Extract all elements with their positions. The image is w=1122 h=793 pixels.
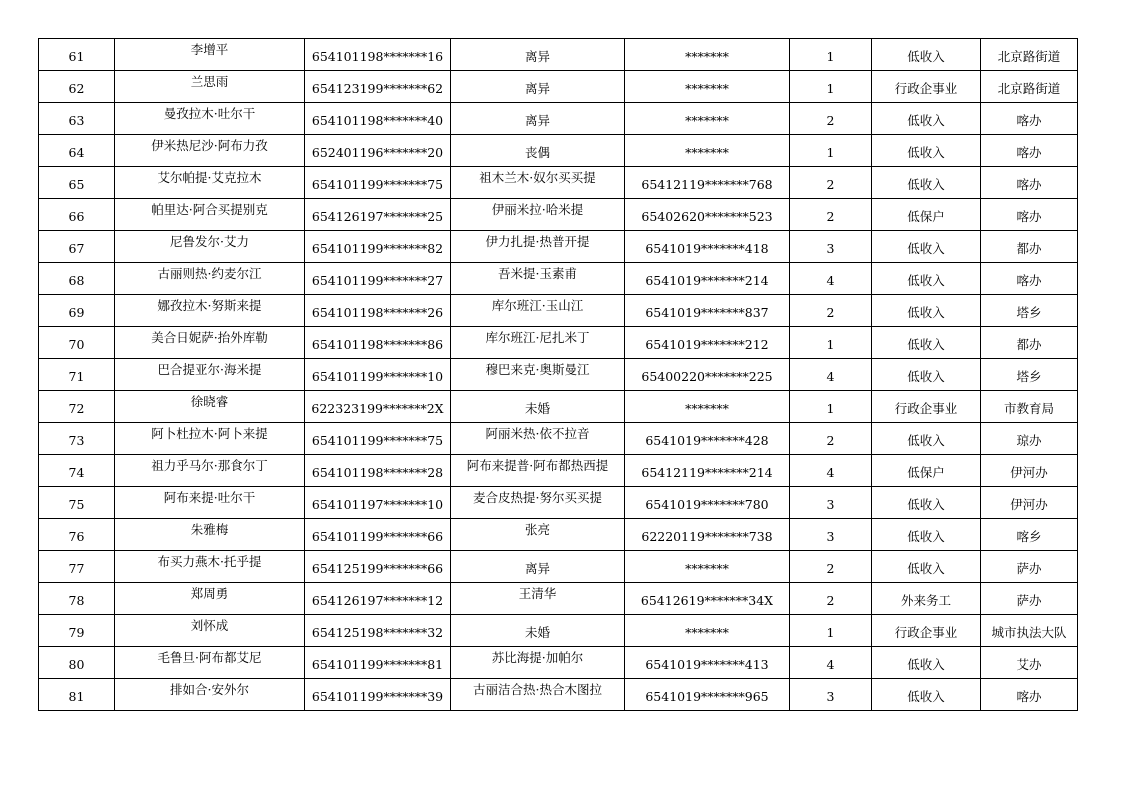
row-number-cell: 73	[39, 423, 115, 455]
table-row	[39, 615, 1078, 647]
id-number-cell: 654101198*******40	[305, 103, 451, 135]
id-number-cell: 652401196*******20	[305, 135, 451, 167]
id-number-cell: 654126197*******12	[305, 583, 451, 615]
table-row	[39, 679, 1078, 711]
spouse-cell: 未婚	[451, 391, 625, 423]
spouse-cell: 麦合皮热提·努尔买买提	[451, 487, 625, 519]
area-cell: 市教育局	[981, 391, 1078, 423]
area-cell: 喀办	[981, 199, 1078, 231]
category-cell: 低收入	[872, 679, 981, 711]
household-count-cell: 1	[790, 391, 872, 423]
id-number-cell: 654101198*******16	[305, 39, 451, 71]
spouse-id-cell: 65400220*******225	[625, 359, 790, 391]
spouse-cell: 古丽洁合热·热合木图拉	[451, 679, 625, 711]
category-cell: 低收入	[872, 39, 981, 71]
table-row	[39, 231, 1078, 263]
name-cell: 阿布来提·吐尔干	[115, 487, 305, 519]
name-cell: 郑周勇	[115, 583, 305, 615]
area-cell: 琼办	[981, 423, 1078, 455]
table-row	[39, 391, 1078, 423]
row-number-cell: 65	[39, 167, 115, 199]
category-cell: 低收入	[872, 551, 981, 583]
row-number-cell: 75	[39, 487, 115, 519]
area-cell: 萨办	[981, 551, 1078, 583]
row-number-cell: 66	[39, 199, 115, 231]
name-cell: 艾尔帕提·艾克拉木	[115, 167, 305, 199]
table-row	[39, 423, 1078, 455]
id-number-cell: 654101199*******10	[305, 359, 451, 391]
area-cell: 伊河办	[981, 455, 1078, 487]
name-cell: 刘怀成	[115, 615, 305, 647]
id-number-cell: 654123199*******62	[305, 71, 451, 103]
id-number-cell: 654126197*******25	[305, 199, 451, 231]
spouse-id-cell: *******	[625, 39, 790, 71]
area-cell: 塔乡	[981, 359, 1078, 391]
row-number-cell: 76	[39, 519, 115, 551]
spouse-id-cell: 6541019*******965	[625, 679, 790, 711]
household-count-cell: 4	[790, 359, 872, 391]
category-cell: 低保户	[872, 455, 981, 487]
spouse-id-cell: 6541019*******212	[625, 327, 790, 359]
name-cell: 尼鲁发尔·艾力	[115, 231, 305, 263]
row-number-cell: 70	[39, 327, 115, 359]
category-cell: 低收入	[872, 263, 981, 295]
spouse-cell: 离异	[451, 71, 625, 103]
records-table	[38, 38, 1078, 711]
id-number-cell: 654101197*******10	[305, 487, 451, 519]
category-cell: 低收入	[872, 327, 981, 359]
spouse-cell: 祖木兰木·奴尔买买提	[451, 167, 625, 199]
household-count-cell: 3	[790, 679, 872, 711]
spouse-id-cell: 65412619*******34X	[625, 583, 790, 615]
table-row	[39, 39, 1078, 71]
row-number-cell: 78	[39, 583, 115, 615]
name-cell: 阿卜杜拉木·阿卜来提	[115, 423, 305, 455]
row-number-cell: 80	[39, 647, 115, 679]
household-count-cell: 2	[790, 295, 872, 327]
area-cell: 都办	[981, 231, 1078, 263]
spouse-id-cell: 6541019*******428	[625, 423, 790, 455]
table-row	[39, 295, 1078, 327]
category-cell: 低收入	[872, 647, 981, 679]
name-cell: 美合日妮萨·抬外库勒	[115, 327, 305, 359]
row-number-cell: 62	[39, 71, 115, 103]
spouse-id-cell: 6541019*******780	[625, 487, 790, 519]
household-count-cell: 2	[790, 423, 872, 455]
id-number-cell: 654101198*******26	[305, 295, 451, 327]
household-count-cell: 3	[790, 231, 872, 263]
table-row	[39, 487, 1078, 519]
spouse-cell: 库尔班江·尼扎米丁	[451, 327, 625, 359]
id-number-cell: 654101198*******28	[305, 455, 451, 487]
name-cell: 娜孜拉木·努斯来提	[115, 295, 305, 327]
id-number-cell: 654101199*******27	[305, 263, 451, 295]
category-cell: 行政企事业	[872, 71, 981, 103]
name-cell: 布买力燕木·托乎提	[115, 551, 305, 583]
spouse-id-cell: 6541019*******214	[625, 263, 790, 295]
area-cell: 北京路街道	[981, 71, 1078, 103]
name-cell: 帕里达·阿合买提别克	[115, 199, 305, 231]
spouse-cell: 穆巴来克·奥斯曼江	[451, 359, 625, 391]
table-row	[39, 359, 1078, 391]
name-cell: 伊米热尼沙·阿布力孜	[115, 135, 305, 167]
row-number-cell: 74	[39, 455, 115, 487]
category-cell: 低保户	[872, 199, 981, 231]
spouse-id-cell: *******	[625, 71, 790, 103]
area-cell: 喀办	[981, 263, 1078, 295]
spouse-cell: 未婚	[451, 615, 625, 647]
name-cell: 朱雅梅	[115, 519, 305, 551]
table-row	[39, 167, 1078, 199]
spouse-cell: 离异	[451, 551, 625, 583]
name-cell: 徐晓睿	[115, 391, 305, 423]
household-count-cell: 2	[790, 103, 872, 135]
id-number-cell: 654101199*******81	[305, 647, 451, 679]
spouse-id-cell: *******	[625, 615, 790, 647]
area-cell: 北京路街道	[981, 39, 1078, 71]
row-number-cell: 79	[39, 615, 115, 647]
spouse-id-cell: *******	[625, 391, 790, 423]
area-cell: 喀办	[981, 135, 1078, 167]
spouse-cell: 苏比海提·加帕尔	[451, 647, 625, 679]
area-cell: 喀办	[981, 679, 1078, 711]
row-number-cell: 71	[39, 359, 115, 391]
spouse-cell: 伊丽米拉·哈米提	[451, 199, 625, 231]
spouse-id-cell: *******	[625, 103, 790, 135]
spouse-id-cell: 6541019*******837	[625, 295, 790, 327]
spouse-cell: 王清华	[451, 583, 625, 615]
id-number-cell: 654101199*******75	[305, 423, 451, 455]
row-number-cell: 67	[39, 231, 115, 263]
row-number-cell: 61	[39, 39, 115, 71]
name-cell: 巴合提亚尔·海米提	[115, 359, 305, 391]
area-cell: 城市执法大队	[981, 615, 1078, 647]
household-count-cell: 2	[790, 199, 872, 231]
table-row	[39, 199, 1078, 231]
spouse-id-cell: 65402620*******523	[625, 199, 790, 231]
area-cell: 喀办	[981, 167, 1078, 199]
spouse-id-cell: *******	[625, 551, 790, 583]
category-cell: 低收入	[872, 423, 981, 455]
household-count-cell: 4	[790, 263, 872, 295]
row-number-cell: 72	[39, 391, 115, 423]
spouse-cell: 库尔班江·玉山江	[451, 295, 625, 327]
name-cell: 李增平	[115, 39, 305, 71]
table-row	[39, 103, 1078, 135]
household-count-cell: 2	[790, 167, 872, 199]
category-cell: 低收入	[872, 295, 981, 327]
category-cell: 低收入	[872, 231, 981, 263]
spouse-cell: 伊力扎提·热普开提	[451, 231, 625, 263]
id-number-cell: 622323199*******2X	[305, 391, 451, 423]
area-cell: 塔乡	[981, 295, 1078, 327]
category-cell: 低收入	[872, 487, 981, 519]
spouse-cell: 吾米提·玉素甫	[451, 263, 625, 295]
category-cell: 低收入	[872, 167, 981, 199]
table-row	[39, 583, 1078, 615]
category-cell: 低收入	[872, 359, 981, 391]
spouse-id-cell: *******	[625, 135, 790, 167]
spouse-cell: 张亮	[451, 519, 625, 551]
area-cell: 萨办	[981, 583, 1078, 615]
household-count-cell: 4	[790, 647, 872, 679]
household-count-cell: 2	[790, 551, 872, 583]
row-number-cell: 63	[39, 103, 115, 135]
category-cell: 低收入	[872, 519, 981, 551]
area-cell: 艾办	[981, 647, 1078, 679]
id-number-cell: 654101199*******82	[305, 231, 451, 263]
household-count-cell: 3	[790, 487, 872, 519]
household-count-cell: 4	[790, 455, 872, 487]
household-count-cell: 1	[790, 615, 872, 647]
spouse-cell: 离异	[451, 39, 625, 71]
household-count-cell: 3	[790, 519, 872, 551]
spouse-cell: 离异	[451, 103, 625, 135]
table-row	[39, 519, 1078, 551]
household-count-cell: 1	[790, 71, 872, 103]
area-cell: 喀办	[981, 103, 1078, 135]
spouse-cell: 阿布来提普·阿布都热西提	[451, 455, 625, 487]
id-number-cell: 654101199*******66	[305, 519, 451, 551]
name-cell: 曼孜拉木·吐尔干	[115, 103, 305, 135]
household-count-cell: 2	[790, 583, 872, 615]
row-number-cell: 64	[39, 135, 115, 167]
row-number-cell: 68	[39, 263, 115, 295]
category-cell: 行政企事业	[872, 615, 981, 647]
name-cell: 兰思雨	[115, 71, 305, 103]
spouse-id-cell: 62220119*******738	[625, 519, 790, 551]
spouse-cell: 阿丽米热·依不拉音	[451, 423, 625, 455]
spouse-id-cell: 6541019*******418	[625, 231, 790, 263]
id-number-cell: 654125198*******32	[305, 615, 451, 647]
name-cell: 排如合·安外尔	[115, 679, 305, 711]
table-row	[39, 551, 1078, 583]
spouse-id-cell: 6541019*******413	[625, 647, 790, 679]
area-cell: 都办	[981, 327, 1078, 359]
table-row	[39, 135, 1078, 167]
spouse-id-cell: 65412119*******768	[625, 167, 790, 199]
area-cell: 伊河办	[981, 487, 1078, 519]
spouse-cell: 丧偶	[451, 135, 625, 167]
table-row	[39, 71, 1078, 103]
table-row	[39, 455, 1078, 487]
name-cell: 祖力乎马尔·那食尔丁	[115, 455, 305, 487]
table-row	[39, 327, 1078, 359]
id-number-cell: 654101198*******86	[305, 327, 451, 359]
id-number-cell: 654125199*******66	[305, 551, 451, 583]
household-count-cell: 1	[790, 39, 872, 71]
row-number-cell: 69	[39, 295, 115, 327]
table-body	[39, 39, 1078, 711]
table-row	[39, 263, 1078, 295]
category-cell: 行政企事业	[872, 391, 981, 423]
household-count-cell: 1	[790, 135, 872, 167]
spouse-id-cell: 65412119*******214	[625, 455, 790, 487]
row-number-cell: 77	[39, 551, 115, 583]
category-cell: 低收入	[872, 135, 981, 167]
id-number-cell: 654101199*******75	[305, 167, 451, 199]
name-cell: 古丽则热·约麦尔江	[115, 263, 305, 295]
table-row	[39, 647, 1078, 679]
id-number-cell: 654101199*******39	[305, 679, 451, 711]
category-cell: 外来务工	[872, 583, 981, 615]
row-number-cell: 81	[39, 679, 115, 711]
category-cell: 低收入	[872, 103, 981, 135]
household-count-cell: 1	[790, 327, 872, 359]
name-cell: 毛鲁旦·阿布都艾尼	[115, 647, 305, 679]
area-cell: 喀乡	[981, 519, 1078, 551]
